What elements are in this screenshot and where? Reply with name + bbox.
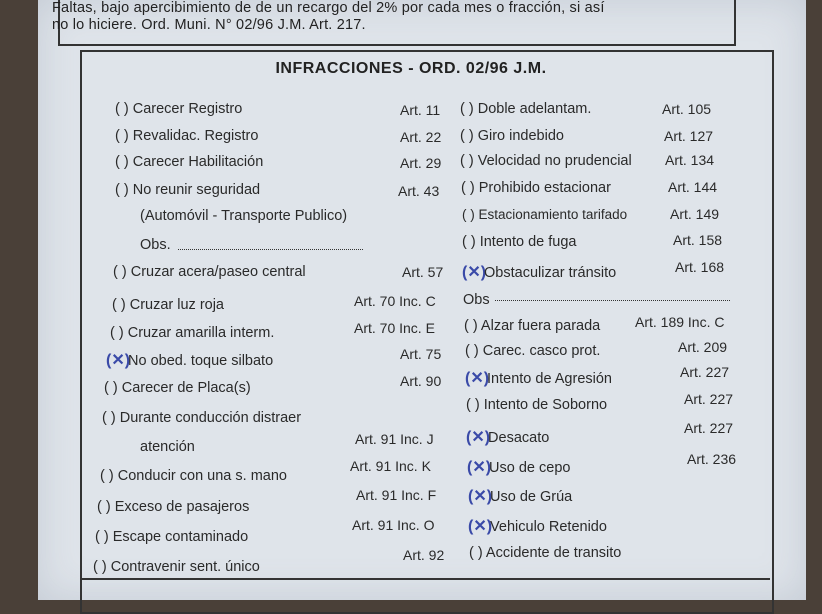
header-line-1: Faltas, bajo apercibimiento de de un recargo del 2% por cada mes o fracción, si así bbox=[52, 0, 605, 16]
article-ref: Art. 236 bbox=[687, 451, 737, 467]
article-ref: Art. 92 bbox=[403, 547, 445, 563]
item-note: (Automóvil - Transporte Publico) bbox=[140, 208, 348, 224]
obs-label: Obs bbox=[463, 292, 490, 308]
infractions-title: INFRACCIONES - ORD. 02/96 J.M. bbox=[275, 60, 547, 77]
checkbox-item[interactable]: ( ) No reunir seguridad bbox=[115, 182, 261, 198]
checkbox-item[interactable]: ( ) Exceso de pasajeros bbox=[97, 499, 250, 515]
header-line-2: no lo hiciere. Ord. Muni. N° 02/96 J.M. Art. 217. bbox=[52, 17, 366, 33]
checkbox-item[interactable]: ( ) Velocidad no prudencial bbox=[460, 153, 632, 169]
checkbox-item-marked[interactable]: (✕) Uso de cepo bbox=[467, 459, 571, 476]
checkbox-item[interactable]: ( ) Contravenir sent. único bbox=[93, 559, 260, 575]
checkbox-item[interactable]: ( ) Cruzar luz roja bbox=[112, 297, 224, 313]
article-ref: Art. 105 bbox=[662, 101, 712, 117]
article-ref: Art. 70 Inc. E bbox=[354, 320, 435, 336]
obs-line[interactable] bbox=[495, 300, 730, 301]
article-ref: Art. 11 bbox=[400, 102, 441, 118]
article-ref: Art. 134 bbox=[665, 152, 715, 168]
article-ref: Art. 189 Inc. C bbox=[635, 314, 725, 330]
article-ref: Art. 227 bbox=[684, 391, 734, 407]
obs-label: Obs. bbox=[140, 237, 171, 253]
checkbox-item[interactable]: ( ) Carec. casco prot. bbox=[465, 343, 601, 359]
checkbox-item[interactable]: ( ) Escape contaminado bbox=[95, 529, 249, 545]
checkbox-item[interactable]: ( ) Doble adelantam. bbox=[460, 101, 592, 117]
checkbox-item[interactable]: ( ) Cruzar acera/paseo central bbox=[113, 264, 306, 280]
article-ref: Art. 127 bbox=[664, 128, 714, 144]
checkbox-item-marked[interactable]: (✕) Obstaculizar tránsito bbox=[462, 264, 617, 281]
article-ref: Art. 91 Inc. J bbox=[355, 431, 434, 447]
article-ref: Art. 144 bbox=[668, 179, 718, 195]
cross-mark-icon: (✕) bbox=[468, 518, 493, 535]
article-ref: Art. 149 bbox=[670, 206, 720, 222]
article-ref: Art. 57 bbox=[402, 264, 444, 280]
cross-mark-icon: (✕) bbox=[466, 429, 491, 446]
item-continuation: atención bbox=[140, 439, 195, 455]
article-ref: Art. 158 bbox=[673, 232, 723, 248]
checkbox-item[interactable]: ( ) Carecer Habilitación bbox=[115, 154, 264, 170]
article-ref: Art. 227 bbox=[684, 420, 734, 436]
article-ref: Art. 91 Inc. K bbox=[350, 458, 431, 474]
checkbox-item[interactable]: ( ) Estacionamiento tarifado bbox=[462, 207, 628, 222]
cross-mark-icon: (✕) bbox=[106, 352, 131, 369]
obs-line[interactable] bbox=[178, 249, 363, 250]
checkbox-item[interactable]: ( ) Intento de Soborno bbox=[466, 397, 608, 413]
bottom-divider bbox=[80, 578, 770, 580]
article-ref: Art. 90 bbox=[400, 373, 442, 389]
article-ref: Art. 209 bbox=[678, 339, 728, 355]
article-ref: Art. 168 bbox=[675, 259, 725, 275]
article-ref: Art. 70 Inc. C bbox=[354, 293, 436, 309]
checkbox-item[interactable]: ( ) Revalidac. Registro bbox=[115, 128, 259, 144]
cross-mark-icon: (✕) bbox=[468, 488, 493, 505]
checkbox-item[interactable]: ( ) Cruzar amarilla interm. bbox=[110, 325, 275, 341]
article-ref: Art. 43 bbox=[398, 183, 440, 199]
article-ref: Art. 22 bbox=[400, 129, 442, 145]
checkbox-item[interactable]: ( ) Durante conducción distraer bbox=[102, 410, 302, 426]
checkbox-item-marked[interactable]: (✕) Vehiculo Retenido bbox=[468, 518, 607, 535]
checkbox-item[interactable]: ( ) Prohibido estacionar bbox=[461, 180, 611, 196]
cross-mark-icon: (✕) bbox=[462, 264, 487, 281]
checkbox-item[interactable]: ( ) Carecer Registro bbox=[115, 101, 243, 117]
article-ref: Art. 227 bbox=[680, 364, 730, 380]
header-text bbox=[52, 0, 732, 34]
article-ref: Art. 75 bbox=[400, 346, 442, 362]
cross-mark-icon: (✕) bbox=[467, 459, 492, 476]
cross-mark-icon: (✕) bbox=[465, 370, 490, 387]
checkbox-item[interactable]: ( ) Conducir con una s. mano bbox=[100, 468, 287, 484]
article-ref: Art. 91 Inc. F bbox=[356, 487, 437, 503]
checkbox-item[interactable]: ( ) Intento de fuga bbox=[462, 234, 577, 250]
checkbox-item[interactable]: ( ) Giro indebido bbox=[460, 128, 564, 144]
checkbox-item[interactable]: ( ) Carecer de Placa(s) bbox=[104, 380, 251, 396]
checkbox-item-marked[interactable]: (✕) Intento de Agresión bbox=[465, 370, 612, 387]
checkbox-item[interactable]: ( ) Alzar fuera parada bbox=[464, 318, 601, 334]
checkbox-item-marked[interactable]: (✕) No obed. toque silbato bbox=[106, 352, 274, 369]
article-ref: Art. 29 bbox=[400, 155, 442, 171]
checkbox-item-marked[interactable]: (✕) Uso de Grúa bbox=[468, 488, 573, 505]
checkbox-item-marked[interactable]: (✕) Desacato bbox=[466, 429, 550, 446]
article-ref: Art. 91 Inc. O bbox=[352, 517, 435, 533]
checkbox-item[interactable]: ( ) Accidente de transito bbox=[469, 545, 622, 561]
